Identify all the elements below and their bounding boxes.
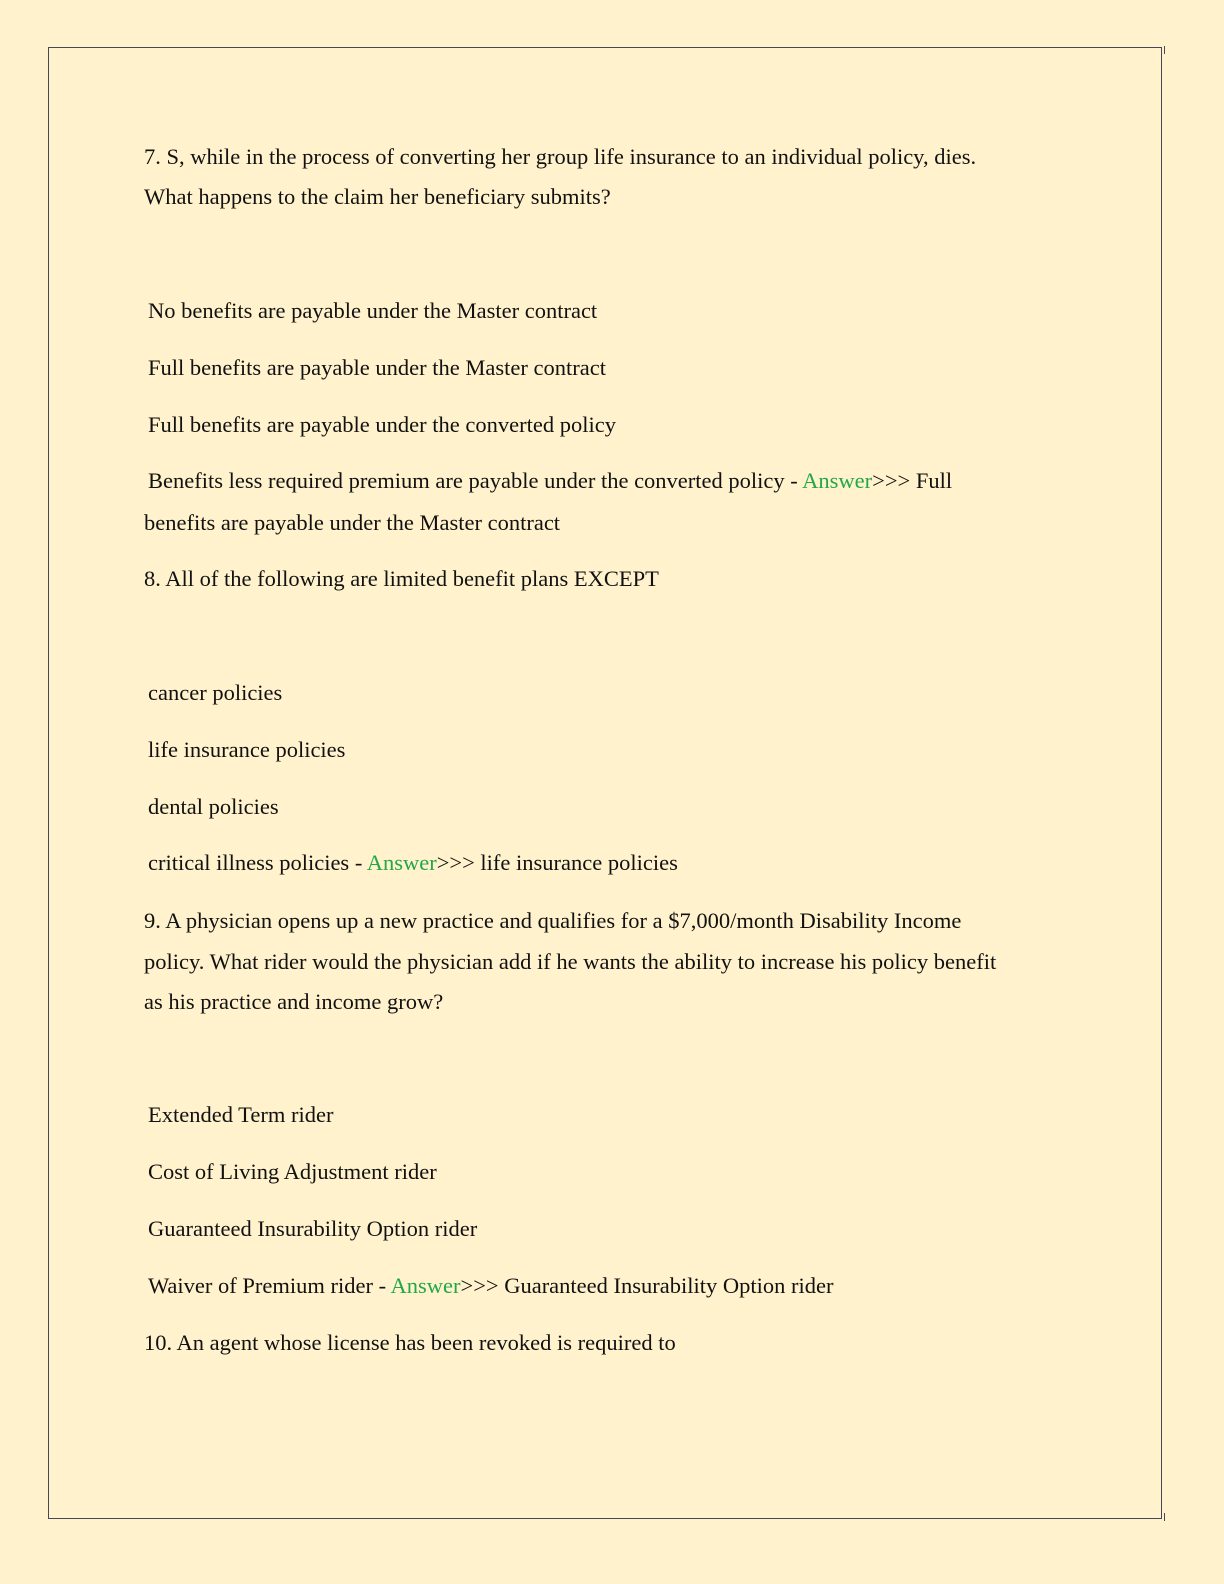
question-8-option-3: dental policies [148,794,279,819]
question-9-option-4-with-answer [148,1272,833,1300]
question-7-option-3: Full benefits are payable under the converted policy [148,412,616,437]
question-9-line-3: as his practice and income grow? [144,989,444,1014]
answer-label: Answer [390,1273,461,1298]
question-7-option-1: No benefits are payable under the Master contract [148,298,598,323]
answer-marker: >>> [436,850,481,875]
answer-text: Guaranteed Insurability Option rider [504,1273,834,1298]
answer-marker: >>> [872,468,916,493]
question-9-line-1: 9. A physician opens up a new practice and qualifies for a $7,000/month Disability Income [144,908,962,933]
question-9-option-1: Extended Term rider [148,1102,334,1127]
answer-marker: >>> [460,1273,505,1298]
question-9-line-2: policy. What rider would the physician add if he wants the ability to increase his policy benefit [144,949,997,974]
option-text: critical illness policies [148,850,350,875]
question-8-option-1: cancer policies [148,680,283,705]
answer-separator: - [349,850,367,875]
question-9-option-3: Guaranteed Insurability Option rider [148,1216,478,1241]
question-10-line-1: 10. An agent whose license has been revoked is required to [144,1330,676,1355]
question-8-line-1: 8. All of the following are limited benefit plans EXCEPT [144,566,659,591]
answer-text: life insurance policies [480,850,678,875]
answer-label: Answer [802,468,873,493]
option-text: Waiver of Premium rider [148,1273,373,1298]
answer-label: Answer [366,850,437,875]
question-7-answer-continuation: benefits are payable under the Master contract [144,510,561,535]
question-7-line-2: What happens to the claim her beneficiary submits? [144,184,611,209]
option-text: Benefits less required premium are payable under the converted policy [148,468,785,493]
question-8-option-4-with-answer [148,849,678,877]
question-7-line-1: 7. S, while in the process of converting her group life insurance to an individual policy, dies. [144,144,977,169]
question-7-option-4-with-answer [148,467,952,495]
question-8-option-2: life insurance policies [148,737,346,762]
answer-separator: - [784,468,803,493]
question-7-option-2: Full benefits are payable under the Master contract [148,355,606,380]
answer-text: Full [915,468,953,493]
answer-separator: - [373,1273,391,1298]
question-9-option-2: Cost of Living Adjustment rider [148,1159,437,1184]
